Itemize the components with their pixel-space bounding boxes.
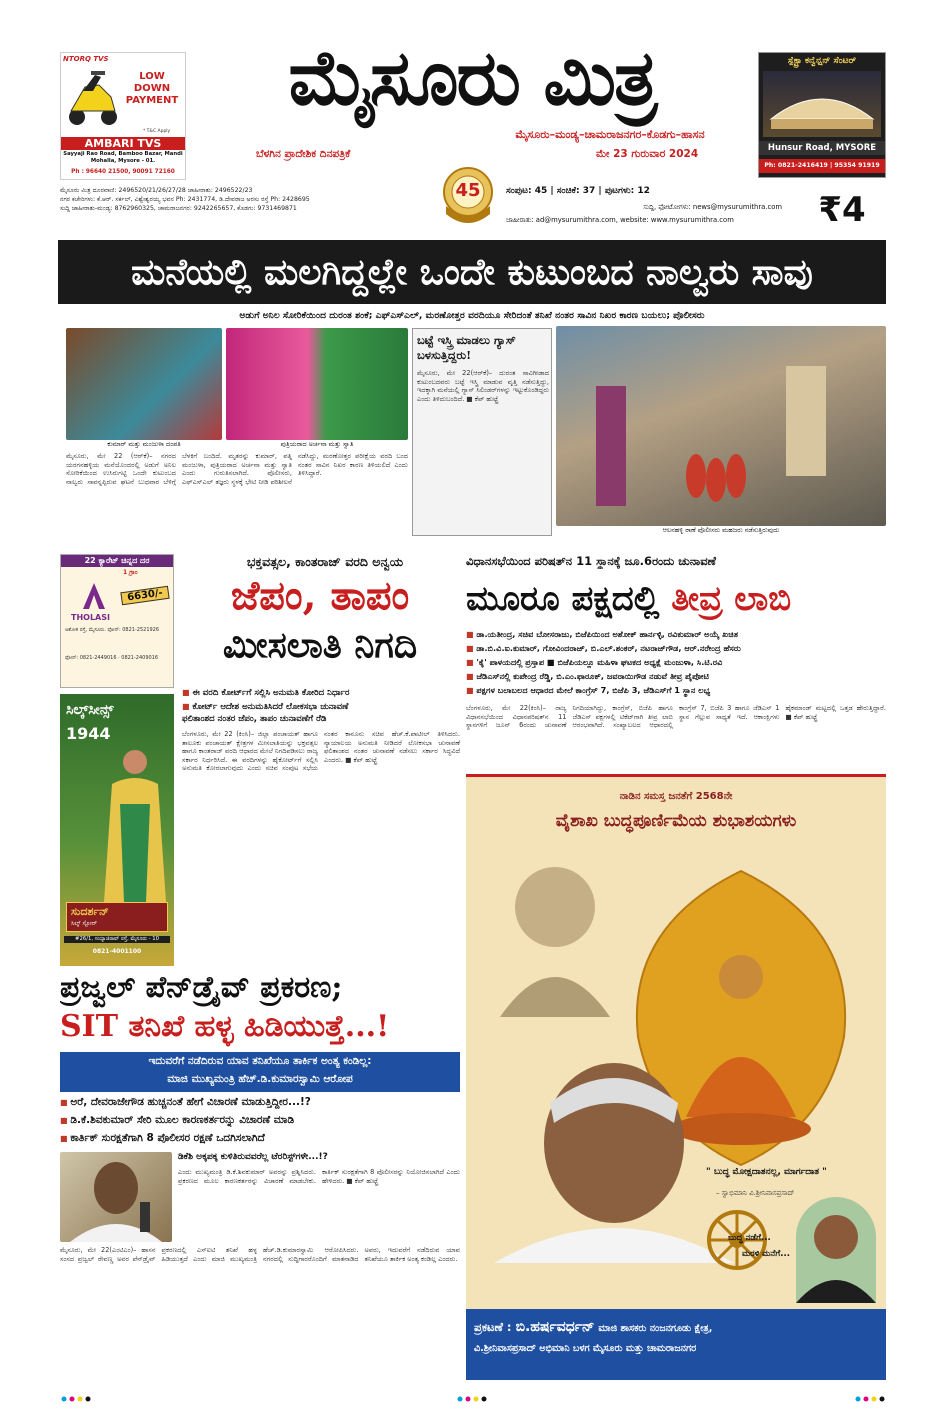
ad-email: ಜಾಹೀರಾತು: ad@mysurumithra.com, website: www.mysurumithra.com <box>506 216 734 224</box>
tholasi-contact: ಅಶೋಕ ರಸ್ತೆ, ಮೈಸೂರು. ಫೋನ್: 0821-2521926 <box>65 627 160 633</box>
leader-portrait <box>494 1053 734 1263</box>
buddha-ad[interactable] <box>466 774 886 1380</box>
gas-box-title: ಬಟ್ಟೆ ಇಸ್ತ್ರಿ ಮಾಡಲು ಗ್ಯಾಸ್ ಬಳಸುತ್ತಿದ್ದರು! <box>417 333 516 362</box>
article4-banner <box>60 1052 460 1092</box>
article4-body-right <box>178 1168 460 1242</box>
photo-kumaraswamy <box>60 1152 172 1242</box>
sudarshan-brand: ಸುದರ್ಶನ್ <box>71 905 109 918</box>
sit-label: SIT <box>60 1009 119 1044</box>
news-email: ಸುದ್ದಿ, ಫೋಟೋಗಳು: news@mysurumithra.com <box>643 203 782 211</box>
masthead-date: ಮೇ 23 ಗುರುವಾರ 2024 <box>596 148 699 160</box>
article3-bullet: ■ ಜೆಡಿಎಸ್‌ನಲ್ಲಿ ಕುಪೇಂದ್ರ ರೆಡ್ಡಿ, ಬಿ.ಎಂ.ಫಾರೂಕ್, ಜವರಾಯಿಗೌಡ ನಡುವೆ ತೀವ್ರ ಪೈಪೋಟಿ <box>466 670 886 683</box>
ad-spectra-address: Hunsur Road, MYSORE <box>759 141 885 155</box>
sudarshan-phone: 0821-4001100 <box>92 948 142 955</box>
article4-headline2-text: ತನಿಖೆ ಹಳ್ಳ ಹಿಡಿಯುತ್ತೆ...! <box>118 1009 390 1044</box>
ad-phone: Ph : 96640 21500, 90091 72160 <box>71 169 175 175</box>
lead-body-text: ಮೈಸೂರು, ಮೇ 22 (ಆರ್‌ಕೆ)– ನಗರದ ಯರಗನಹಳ್ಳಿಯ ಮನೆಯೊಂದರಲ್ಲಿ ಅಡುಗೆ ಅನಿಲ ಸೋರಿಕೆಯಿಂದ ಉಸಿರುಗಟ್ಟಿ ಒಂದೇ ಕುಟುಂಬದ ನಾಲ್ವರು ಸಾವನ್ನಪ್ಪಿರುವ ಘಟನೆ ಬುಧವಾರ ಬೆಳಿಗ್ಗೆ ಬೆಳಕಿಗೆ ಬಂದಿದೆ. ಮೃತರನ್ನು ಕುಮಾರ್, ಪತ್ನಿ ಮಂಜುಳಾ, ಪುತ್ರಿಯರಾದ ಅರ್ಚನಾ ಮತ್ತು ಸ್ವಾತಿ ಎಂದು ಗುರುತಿಸಲಾಗಿದೆ. ಪೊಲೀಸರು, ಎಫ್‌ಎಸ್‌ಎಲ್ ತಜ್ಞರು ಸ್ಥಳಕ್ಕೆ ಭೇಟಿ ನೀಡಿ ಪರಿಶೀಲನೆ ನಡೆಸಿದ್ದು, ಮರಣೋತ್ತರ ಪರೀಕ್ಷೆಯ ವರದಿ ಬಂದ ನಂತರ ಸಾವಿನ ನಿಖರ ಕಾರಣ ತಿಳಿಯಲಿದೆ ಎಂದು ತಿಳಿಸಿದ್ದಾರೆ. <box>66 452 408 486</box>
buddha-slogan1: ಬುದ್ಧ ನಡೆಗೆ... <box>728 1233 771 1243</box>
silk-title: ಸಿಲ್ಕ್‌ಸೀನ್ಸ್ <box>66 702 114 718</box>
convention-hall-image <box>763 71 881 137</box>
article3-body <box>466 704 886 770</box>
article2-bullet: ■ ಈ ವರದಿ ಕೋರ್ಟ್‌ಗೆ ಸಲ್ಲಿಸಿ ಅನುಮತಿ ಕೋರಿದ ನಿರ್ಧಾರ <box>182 686 464 700</box>
volume-line: ಸಂಪುಟ: 45 | ಸಂಚಿಕೆ: 37 | ಪುಟಗಳು: 12 <box>506 186 650 196</box>
publisher-name: ಬಿ.ಹರ್ಷವರ್ಧನ್ <box>515 1319 595 1335</box>
tholasi-brand: THOLASI <box>71 613 110 622</box>
gold-unit: 1 ಗ್ರಾಂ <box>123 569 138 576</box>
publisher-line1 <box>474 1319 882 1335</box>
ad-address: Sayyaji Rao Road, Bamboo Bazar, Mandi Mohalla, Mysore - 01. <box>63 151 183 164</box>
caption-couple: ಕುಮಾರ್ ಮತ್ತು ಮಂಜುಳಾ ದಂಪತಿ <box>66 440 222 449</box>
article3-headline-a: ಮೂರೂ ಪಕ್ಷದಲ್ಲಿ <box>466 579 672 619</box>
ad-spectra-title: ಸ್ಪೆಕ್ಟ್ರಾ ಕನ್ವೆನ್ಷನ್ ಸೆಂಟರ್ <box>787 56 857 66</box>
anniversary-badge <box>436 162 500 224</box>
gas-box <box>412 328 552 536</box>
sudarshan-address: #26/1, ಸಯ್ಯಾಜಿರಾವ್ ರಸ್ತೆ, ಮೈಸೂರು - 10 <box>64 936 170 943</box>
ad-ambari-tvs[interactable] <box>60 52 186 180</box>
model-image <box>100 744 170 904</box>
article2-body-text: ಬೆಂಗಳೂರು, ಮೇ 22 (ಕಿಂಸಿ)– ಜಿಲ್ಲಾ ಪಂಚಾಯತ್ ಹಾಗೂ ತಾಲೂಕು ಪಂಚಾಯತ್ ಕ್ಷೇತ್ರಗಳ ಮೀಸಲಾತಿಯನ್ನು ಭಕ್ತವತ್ಸಲ ಹಾಗೂ ಕಾಂತರಾಜ್ ವರದಿ ಆಧಾರದ ಮೇಲೆ ನಿಗದಿಪಡಿಸಲು ರಾಜ್ಯ ಸರ್ಕಾರ ನಿರ್ಧರಿಸಿದೆ. ಈ ವರದಿಗಳನ್ನು ಹೈಕೋರ್ಟ್‌ಗೆ ಸಲ್ಲಿಸಿ ಅನುಮತಿ ಕೋರಲಾಗುವುದು ಎಂದು ಸಚಿವ ಸಂಪುಟ ಸಭೆಯ ನಂತರ ಕಾನೂನು ಸಚಿವ ಹೆಚ್.ಕೆ.ಪಾಟೀಲ್ ತಿಳಿಸಿದರು. ನ್ಯಾಯಾಲಯ ಅನುಮತಿ ನೀಡಿದರೆ ಲೋಕಸಭಾ ಚುನಾವಣೆ ಫಲಿತಾಂಶದ ನಂತರ ಚುನಾವಣೆ ನಡೆಸಲು ಸರ್ಕಾರ ಸಿದ್ಧವಿದೆ ಎಂದರು. ■ ಕೆಪ್ ಹುಟ್ಟ್ರೆ <box>182 730 460 773</box>
article2-headline2: ಮೀಸಲಾತಿ ನಿಗದಿ <box>222 624 418 666</box>
article3-bullet: ■ ಡಾ.ಯತೀಂದ್ರ, ಸಚಿವ ಬೋಸರಾಜು, ಬಿಜೆಪಿಯಿಂದ ಅಶೋಕ್ ಹಾರ್ನಳ್ಳಿ, ರವಿಕುಮಾರ್ ಅಯ್ಕೆ ಖಚಿತ <box>466 628 886 641</box>
masthead-title: ಮೈಸೂರು ಮಿತ್ರ <box>288 33 656 122</box>
gold-price: 6630/- <box>120 586 169 606</box>
contact-line: ಸುದ್ದಿ ಜಾಹೀರಾತು-ಮಂಡ್ಯ: 8762960325, ಚಾಮರಾಜನಗರ: 9242265657, ಕೊಡಗು: 9731469871 <box>60 205 297 212</box>
publisher-role: ಮಾಜಿ ಶಾಸಕರು ನಂಜನಗೂಡು ಕ್ಷೇತ್ರ, <box>598 1323 713 1334</box>
lead-body <box>66 452 408 536</box>
silk-year: 1944 <box>66 724 111 743</box>
photo-daughters <box>226 328 408 440</box>
article4-body-left <box>60 1246 460 1380</box>
ad-apply: * T&C Apply <box>143 129 171 134</box>
article4-quote: ಡಿಕೆಶಿ ಅಕ್ಕಪಕ್ಕ ಕುಳಿತಿರುವವರೆಲ್ಲ ಟೆರರಿಸ್ಟ್‌ಗಳೇ...!? <box>178 1152 328 1162</box>
article3-headline <box>466 576 886 622</box>
ad-spectra-phone: Ph: 0821-2416419 | 95354 91919 <box>759 159 885 173</box>
buddha-slogan2: ಮರಳಿ ಮನೆಗೆ... <box>742 1249 790 1259</box>
article3-headline-b: ತೀವ್ರ ಲಾಬಿ <box>671 579 792 619</box>
ad-sudarshan[interactable] <box>60 694 174 966</box>
article4-banner-line2: ಮಾಜಿ ಮುಖ್ಯಮಂತ್ರಿ ಹೆಚ್.ಡಿ.ಕುಮಾರಸ್ವಾಮಿ ಆರೋಪ <box>167 1073 353 1085</box>
publisher-portrait <box>796 1197 876 1303</box>
photo-couple <box>66 328 222 440</box>
article4-bullet: ■ ಅರೆ, ದೇವರಾಜೇಗೌಡ ಹುಚ್ಚನಂತೆ ಹೇಗೆ ವಿಚಾರಣೆ ಮಾಡುತ್ತಿದ್ದೀರ...!? <box>60 1096 460 1109</box>
gas-box-body: ಮೈಸೂರು, ಮೇ 22(ಆರ್‌ಕೆ)– ದುರಂತ ಸಾವಿಗೀಡಾದ ಕುಟುಂಬದವರು ಬಟ್ಟೆ ಇಸ್ತ್ರಿ ಮಾಡುವ ವೃತ್ತಿ ನಡೆಸುತ್ತಿದ್ದು, ಇದಕ್ಕಾಗಿ ಮನೆಯಲ್ಲಿ ಗ್ಯಾಸ್ ಸಿಲಿಂಡರ್‌ಗಳನ್ನು ಇಟ್ಟುಕೊಂಡಿದ್ದರು ಎಂದು ತಿಳಿದುಬಂದಿದೆ. ■ ಕೆಪ್ ಹುಟ್ಟ್ರೆ <box>417 369 549 403</box>
contacts-left <box>60 186 440 213</box>
price: ₹4 <box>818 190 866 230</box>
ad-tholasi[interactable] <box>60 554 174 688</box>
article4-body-left-text: ಮೈಸೂರು, ಮೇ 22(ಎಂಟಿಎಂ)– ಹಾಸನ ಸಂಸದ ಪ್ರಜ್ವಲ್ ರೇವಣ್ಣ ಅವರ ಪೆನ್‌ಡ್ರೈವ್ ಪ್ರಕರಣದಲ್ಲಿ ಎಸ್‌ಐಟಿ ತನಿಖೆ ಹಳ್ಳ ಹಿಡಿಯುತ್ತದೆ ಎಂದು ಮಾಜಿ ಮುಖ್ಯಮಂತ್ರಿ ಹೆಚ್.ಡಿ.ಕುಮಾರಸ್ವಾಮಿ ಆರೋಪಿಸಿದರು. ನಗರದಲ್ಲಿ ಸುದ್ದಿಗಾರರೊಂದಿಗೆ ಮಾತನಾಡಿದ ಅವರು, ಇದುವರೆಗೆ ನಡೆದಿರುವ ಯಾವ ತನಿಖೆಯೂ ತಾರ್ಕಿಕ ಅಂತ್ಯ ಕಂಡಿಲ್ಲ ಎಂದರು. <box>60 1246 460 1263</box>
sudarshan-brand-box <box>66 902 168 932</box>
article2-bullet-cont: ಫಲಿತಾಂಶದ ನಂತರ ಜೆಪಂ, ತಾಪಂ ಚುನಾವಣೆಗೆ ರೆಡಿ <box>182 714 327 724</box>
publisher-line2: ವಿ.ಶ್ರೀನಿವಾಸಪ್ರಸಾದ್ ಅಭಿಮಾನಿ ಬಳಗ ಮೈಸೂರು ಮತ್ತು ಚಾಮರಾಜನಗರ <box>474 1343 697 1354</box>
buddha-ad-line2: ವೈಶಾಖ ಬುದ್ಧಪೂರ್ಣಿಮೆಯ ಶುಭಾಶಯಗಳು <box>555 811 797 831</box>
article2-body <box>182 730 460 966</box>
ad-dealer: AMBARI TVS <box>61 137 185 150</box>
ad-brand-top: NTORQ TVS <box>63 55 109 63</box>
article4-bullet: ■ ಡಿ.ಕೆ.ಶಿವಕುಮಾರ್ ಸೇರಿ ಮೂಲ ಕಾರಣಕರ್ತರನ್ನು ವಿಚಾರಣೆ ಮಾಡಿ <box>60 1114 460 1127</box>
lead-subhead: ಅಡುಗೆ ಅನಿಲ ಸೋರಿಕೆಯಿಂದ ದುರಂತ ಶಂಕೆ; ಎಫ್‌ಎಸ್‌ಎಲ್, ಮರಣೋತ್ತರ ವರದಿಯೂ ಸೇರಿದಂತೆ ತನಿಖೆ ನಂತರ ಸಾವಿನ ನಿಖರ ಕಾರಣ ಬಯಲು; ಪೊಲೀಸರು <box>239 310 705 321</box>
article3-bullet: ■ ಡಾ.ಬಿ.ವಿ.ಐ.ಕುಮಾರ್, ಗೋವಿಂದರಾಜ್, ಬಿ.ಎಲ್.ಶಂಕರ್, ನಟರಾಜ್‌ಗೌಡ, ಆರ್.ನರೇಂದ್ರ ಹೆಸರು <box>466 642 886 655</box>
contact-line: ಮೈಸೂರು ಮಿತ್ರ ದೂರವಾಣಿ: 2496520/21/26/27/28 ಜಾಹೀರಾತು: 2496522/23 <box>60 187 253 194</box>
masthead-tagline: ಬೆಳಗಿನ ಪ್ರಾದೇಶಿಕ ದಿನಪತ್ರಿಕೆ <box>256 148 351 160</box>
buddha-quote-by: – ಸ್ವಾಭಿಮಾನಿ ವಿ.ಶ್ರೀನಿವಾಸಪ್ರಸಾದ್ <box>716 1189 795 1197</box>
tholasi-logo-icon <box>79 581 109 611</box>
article2-kicker: ಭಕ್ತವತ್ಸಲ, ಕಾಂತರಾಜ್ ವರದಿ ಅನ್ವಯ <box>246 554 404 569</box>
caption-daughters: ಪುತ್ರಿಯರಾದ ಅರ್ಚನಾ ಮತ್ತು ಸ್ವಾತಿ <box>226 440 408 449</box>
article3-body-text: ಬೆಂಗಳೂರು, ಮೇ 22(ಕಿಂಸಿ)– ರಾಜ್ಯ ವಿಧಾನಸಭೆಯಿಂದ ವಿಧಾನಪರಿಷತ್‌ನ 11 ಸ್ಥಾನಗಳಿಗೆ ಜೂನ್ 6ರಂದು ಚುನಾವಣೆ ನಿಗದಿಯಾಗಿದ್ದು, ಕಾಂಗ್ರೆಸ್, ಬಿಜೆಪಿ ಹಾಗೂ ಜೆಡಿಎಸ್ ಪಕ್ಷಗಳಲ್ಲಿ ಟಿಕೆಟ್‌ಗಾಗಿ ತೀವ್ರ ಲಾಬಿ ಆರಂಭವಾಗಿದೆ. ಸಂಖ್ಯಾಬಲದ ಆಧಾರದಲ್ಲಿ ಕಾಂಗ್ರೆಸ್ 7, ಬಿಜೆಪಿ 3 ಹಾಗೂ ಜೆಡಿಎಸ್ 1 ಸ್ಥಾನ ಗೆಲ್ಲುವ ಸಾಧ್ಯತೆ ಇದೆ. ಆಕಾಂಕ್ಷಿಗಳು ಹೈಕಮಾಂಡ್ ಮಟ್ಟದಲ್ಲಿ ಒತ್ತಡ ಹೇರುತ್ತಿದ್ದಾರೆ. ■ ಕೆಪ್ ಹುಟ್ಟ್ರೆ <box>466 704 886 730</box>
gold-rate-title: 22 ಕ್ಯಾರೆಟ್ ಚಿನ್ನದ ದರ <box>61 555 173 567</box>
article3-bullet: ■ ಪಕ್ಷಗಳ ಬಲಾಬಲದ ಆಧಾರದ ಮೇಲೆ ಕಾಂಗ್ರೆಸ್ 7, ಬಿಜೆಪಿ 3, ಜೆಡಿಎಸ್‌ಗೆ 1 ಸ್ಥಾನ ಲಭ್ಯ <box>466 684 886 697</box>
article4-body-right-text: ಎಂದು ಮುಖ್ಯಮಂತ್ರಿ ಡಿ.ಕೆ.ಶಿವಕುಮಾರ್ ಅವರನ್ನು ಪ್ರಶ್ನಿಸಿದರು. ಪ್ರಕರಣದ ಮೂಲ ಕಾರಣಕರ್ತರನ್ನು ವಿಚಾರಣೆ ಮಾಡಬೇಕು. ಕಾರ್ತಿಕ್ ಸುರಕ್ಷತೆಗಾಗಿ 8 ಪೊಲೀಸರನ್ನು ನಿಯೋಜಿಸಲಾಗಿದೆ ಎಂದು ಹೇಳಿದರು. ■ ಕೆಪ್ ಹುಟ್ಟ್ರೆ <box>178 1168 460 1185</box>
ad-offer: LOW DOWN PAYMENT <box>125 71 179 106</box>
article2-headline1: ಜೆಪಂ, ತಾಪಂ <box>230 572 410 619</box>
masthead-regions: ಮೈಸೂರು–ಮಂಡ್ಯ–ಚಾಮರಾಜನಗರ–ಕೊಡಗು–ಹಾಸನ <box>515 128 705 141</box>
photo-police-spot <box>556 326 886 526</box>
article4-banner-line1: ಇದುವರೆಗೆ ನಡೆದಿರುವ ಯಾವ ತನಿಖೆಯೂ ತಾರ್ಕಿಕ ಅಂತ್ಯ ಕಂಡಿಲ್ಲ: <box>148 1055 372 1067</box>
buddha-quote: " ಬುದ್ಧ ಮೋಕ್ಷದಾತನಲ್ಲ, ಮಾರ್ಗದಾತ " <box>706 1167 827 1177</box>
article4-bullet: ■ ಕಾರ್ತಿಕ್ ಸುರಕ್ಷತೆಗಾಗಿ 8 ಪೊಲೀಸರ ರಕ್ಷಣೆ ಒದಗಿಸಲಾಗಿದೆ <box>60 1132 460 1145</box>
article3-kicker: ವಿಧಾನಸಭೆಯಿಂದ ಪರಿಷತ್‌ನ 11 ಸ್ಥಾನಕ್ಕೆ ಜೂ.6ರಂದು ಚುನಾವಣೆ <box>466 554 716 568</box>
publisher-label: ಪ್ರಕಟಣೆ : <box>474 1320 512 1334</box>
article4-headline1: ಪ್ರಜ್ವಲ್ ಪೆನ್‌ಡ್ರೈವ್ ಪ್ರಕರಣ; <box>60 970 343 1005</box>
color-bar <box>60 1388 886 1396</box>
scooter-image <box>65 67 121 127</box>
anniversary-number: 45 <box>455 180 481 201</box>
article4-headline2 <box>60 1006 460 1048</box>
buddha-ad-line1: ನಾಡಿನ ಸಮಸ್ತ ಜನತೆಗೆ 2568ನೇ <box>619 791 733 802</box>
ad-spectra[interactable] <box>758 52 886 178</box>
contact-line: ನಗರ ಕಚೇರಿಗಳು: ಕೆ.ಆರ್. ಸರ್ಕಲ್, ವಿಶ್ವೇಶ್ವರಯ್ಯ ಭವನ Ph: 2431774, ಡಿ.ದೇವರಾಜ ಅರಸು ರಸ್ತೆ Ph: 2428695 <box>60 196 310 203</box>
article3-bullet: ■ 'ಕೈ' ಪಾಳಯದಲ್ಲಿ ಪ್ರಸ್ತಾಪ ■ ಬಿಜೆಪಿಯಲ್ಲೂ ಮಹಿಳಾ ಘಟಕದ ಅಧ್ಯಕ್ಷೆ ಮಂಜುಳಾ, ಸಿ.ಟಿ.ರವಿ <box>466 656 886 669</box>
ambedkar-portrait <box>490 847 620 1017</box>
caption-police: ಆಲನಹಳ್ಳಿ ಠಾಣೆ ಪೊಲೀಸರು ಮಹಜರು ನಡೆಸುತ್ತಿರುವುದು <box>556 526 886 535</box>
sudarshan-sub: ಸಿಲ್ಕ್ ಸ್ಟೋರ್ <box>71 920 98 927</box>
lead-headline-text: ಮನೆಯಲ್ಲಿ ಮಲಗಿದ್ದಲ್ಲೇ ಒಂದೇ ಕುಟುಂಬದ ನಾಲ್ವರು ಸಾವು <box>131 251 813 293</box>
tholasi-branch: ಫೋನ್: 0821-2449016 · 0821-2409016 <box>65 655 159 661</box>
article2-bullet: ■ ಕೋರ್ಟ್ ಆದೇಶ ಅನುಮತಿಸಿದರೆ ಲೋಕಸಭಾ ಚುನಾವಣೆ <box>182 700 464 714</box>
